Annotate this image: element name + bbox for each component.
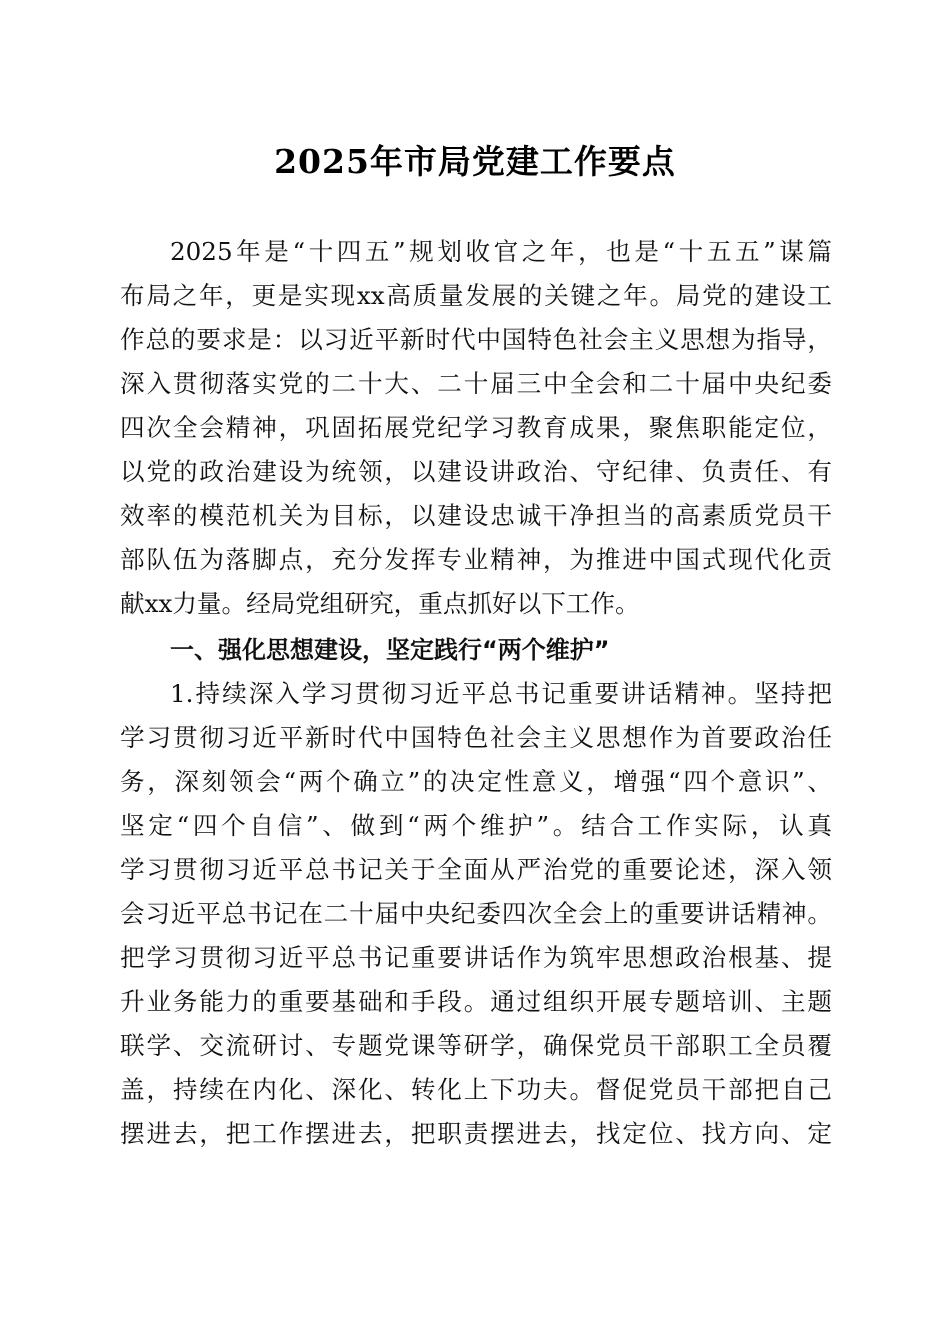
paragraph-line: 会习近平总书记在二十届中央纪委四次全会上的重要讲话精神。 (120, 899, 832, 928)
paragraph-line: 盖，持续在内化、深化、转化上下功夫。督促党员干部把自己 (120, 1075, 832, 1104)
paragraph-line: 献xx力量。经局党组研究，重点抓好以下工作。 (120, 589, 640, 618)
paragraph-line: 学习贯彻习近平总书记关于全面从严治党的重要论述，深入领 (120, 855, 832, 884)
paragraph-line: 深入贯彻落实党的二十大、二十届三中全会和二十届中央纪委 (120, 369, 832, 398)
paragraph-line: 坚定“四个自信”、做到“两个维护”。结合工作实际，认真 (120, 811, 832, 840)
paragraph-line: 布局之年，更是实现xx高质量发展的关键之年。局党的建设工 (120, 281, 832, 310)
paragraph-line: 效率的模范机关为目标，以建设忠诚干净担当的高素质党员干 (120, 501, 832, 530)
paragraph-line: 1.持续深入学习贯彻习近平总书记重要讲话精神。坚持把 (170, 679, 832, 708)
document-title: 2025年市局党建工作要点 (274, 142, 676, 181)
paragraph-line: 联学、交流研讨、专题党课等研学，确保党员干部职工全员覆 (120, 1031, 832, 1060)
section-heading: 一、强化思想建设，坚定践行“两个维护” (170, 636, 610, 664)
paragraph-line: 升业务能力的重要基础和手段。通过组织开展专题培训、主题 (120, 987, 832, 1016)
paragraph-line: 把学习贯彻习近平总书记重要讲话作为筑牢思想政治根基、提 (120, 943, 832, 972)
paragraph-line: 摆进去，把工作摆进去，把职责摆进去，找定位、找方向、定 (120, 1119, 832, 1148)
paragraph-line: 学习贯彻习近平新时代中国特色社会主义思想作为首要政治任 (120, 723, 832, 752)
paragraph-line: 务，深刻领会“两个确立”的决定性意义，增强“四个意识”、 (120, 767, 832, 796)
paragraph-line: 2025年是“十四五”规划收官之年，也是“十五五”谋篇 (170, 237, 832, 266)
paragraph-line: 以党的政治建设为统领，以建设讲政治、守纪律、负责任、有 (120, 457, 832, 486)
paragraph-line: 作总的要求是：以习近平新时代中国特色社会主义思想为指导， (120, 325, 832, 354)
paragraph-line: 部队伍为落脚点，充分发挥专业精神，为推进中国式现代化贡 (120, 545, 832, 574)
paragraph-line: 四次全会精神，巩固拓展党纪学习教育成果，聚焦职能定位， (120, 413, 832, 442)
